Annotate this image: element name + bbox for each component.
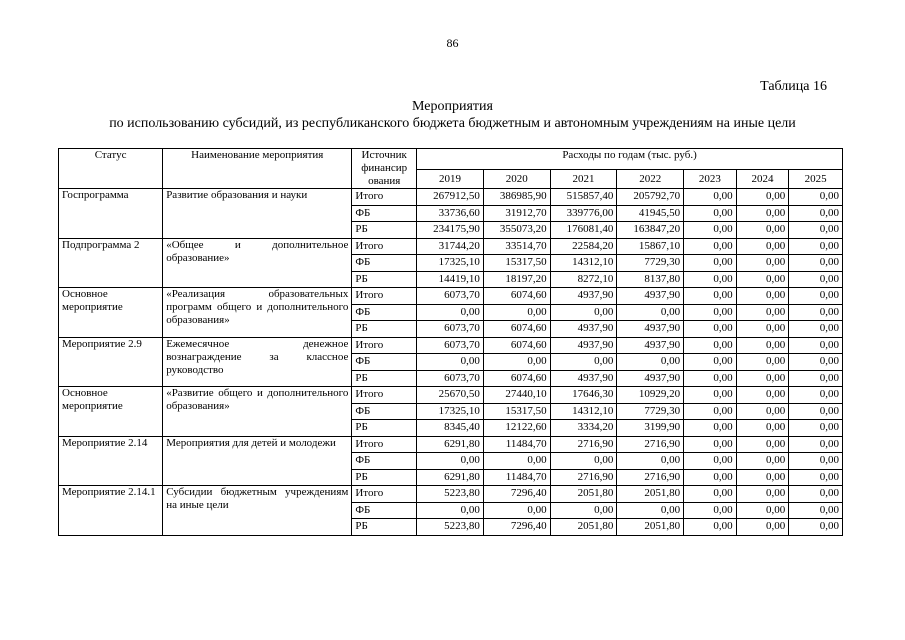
source-cell: РБ bbox=[352, 222, 417, 239]
value-cell: 0,00 bbox=[684, 387, 737, 404]
value-cell: 0,00 bbox=[617, 304, 684, 321]
value-cell: 0,00 bbox=[617, 453, 684, 470]
value-cell: 0,00 bbox=[550, 304, 617, 321]
value-cell: 0,00 bbox=[736, 519, 789, 536]
value-cell: 0,00 bbox=[483, 453, 550, 470]
value-cell: 7296,40 bbox=[483, 519, 550, 536]
value-cell: 0,00 bbox=[684, 469, 737, 486]
value-cell: 0,00 bbox=[736, 453, 789, 470]
value-cell: 205792,70 bbox=[617, 189, 684, 206]
value-cell: 2051,80 bbox=[550, 486, 617, 503]
value-cell: 4937,90 bbox=[550, 288, 617, 305]
value-cell: 8345,40 bbox=[417, 420, 484, 437]
value-cell: 0,00 bbox=[736, 321, 789, 338]
value-cell: 0,00 bbox=[736, 502, 789, 519]
value-cell: 0,00 bbox=[789, 222, 843, 239]
value-cell: 33736,60 bbox=[417, 205, 484, 222]
value-cell: 0,00 bbox=[736, 238, 789, 255]
value-cell: 10929,20 bbox=[617, 387, 684, 404]
value-cell: 2716,90 bbox=[617, 469, 684, 486]
value-cell: 6073,70 bbox=[417, 337, 484, 354]
value-cell: 0,00 bbox=[417, 304, 484, 321]
value-cell: 0,00 bbox=[684, 420, 737, 437]
value-cell: 6074,60 bbox=[483, 370, 550, 387]
value-cell: 0,00 bbox=[789, 255, 843, 272]
value-cell: 0,00 bbox=[789, 486, 843, 503]
value-cell: 0,00 bbox=[789, 370, 843, 387]
value-cell: 339776,00 bbox=[550, 205, 617, 222]
measure-name-cell: «Реализация образовательных программ общего и дополнительного образования» bbox=[163, 288, 352, 338]
source-cell: РБ bbox=[352, 271, 417, 288]
value-cell: 5223,80 bbox=[417, 519, 484, 536]
value-cell: 0,00 bbox=[736, 403, 789, 420]
value-cell: 7729,30 bbox=[617, 403, 684, 420]
measure-name-cell: Субсидии бюджетным учреждениям на иные цели bbox=[163, 486, 352, 536]
status-cell: Мероприятие 2.14.1 bbox=[59, 486, 163, 536]
value-cell: 0,00 bbox=[789, 321, 843, 338]
value-cell: 0,00 bbox=[483, 304, 550, 321]
value-cell: 163847,20 bbox=[617, 222, 684, 239]
value-cell: 0,00 bbox=[789, 238, 843, 255]
value-cell: 0,00 bbox=[789, 403, 843, 420]
source-cell: Итого bbox=[352, 337, 417, 354]
value-cell: 0,00 bbox=[550, 354, 617, 371]
value-cell: 0,00 bbox=[684, 288, 737, 305]
value-cell: 15317,50 bbox=[483, 403, 550, 420]
value-cell: 15317,50 bbox=[483, 255, 550, 272]
value-cell: 234175,90 bbox=[417, 222, 484, 239]
value-cell: 4937,90 bbox=[617, 337, 684, 354]
value-cell: 2716,90 bbox=[550, 436, 617, 453]
header-name: Наименование мероприятия bbox=[163, 149, 352, 189]
value-cell: 0,00 bbox=[736, 469, 789, 486]
value-cell: 0,00 bbox=[684, 304, 737, 321]
value-cell: 0,00 bbox=[736, 354, 789, 371]
value-cell: 0,00 bbox=[684, 255, 737, 272]
value-cell: 0,00 bbox=[550, 502, 617, 519]
header-year: 2022 bbox=[617, 170, 684, 189]
table-label: Таблица 16 bbox=[760, 79, 827, 94]
header-year: 2023 bbox=[684, 170, 737, 189]
source-cell: РБ bbox=[352, 519, 417, 536]
source-cell: Итого bbox=[352, 387, 417, 404]
table-row bbox=[59, 288, 843, 305]
value-cell: 0,00 bbox=[736, 255, 789, 272]
value-cell: 6291,80 bbox=[417, 436, 484, 453]
value-cell: 0,00 bbox=[684, 436, 737, 453]
value-cell: 4937,90 bbox=[550, 337, 617, 354]
header-year: 2020 bbox=[483, 170, 550, 189]
value-cell: 355073,20 bbox=[483, 222, 550, 239]
measure-name-cell: Ежемесячное денежное вознаграждение за классное руководство bbox=[163, 337, 352, 387]
page-number: 86 bbox=[446, 36, 459, 50]
source-cell: РБ bbox=[352, 321, 417, 338]
value-cell: 25670,50 bbox=[417, 387, 484, 404]
value-cell: 0,00 bbox=[736, 222, 789, 239]
table-title bbox=[0, 98, 905, 132]
value-cell: 0,00 bbox=[550, 453, 617, 470]
value-cell: 17325,10 bbox=[417, 255, 484, 272]
value-cell: 14312,10 bbox=[550, 403, 617, 420]
value-cell: 0,00 bbox=[736, 189, 789, 206]
value-cell: 0,00 bbox=[789, 354, 843, 371]
source-cell: РБ bbox=[352, 370, 417, 387]
value-cell: 27440,10 bbox=[483, 387, 550, 404]
value-cell: 0,00 bbox=[684, 354, 737, 371]
value-cell: 0,00 bbox=[789, 436, 843, 453]
value-cell: 4937,90 bbox=[617, 370, 684, 387]
value-cell: 2051,80 bbox=[617, 486, 684, 503]
value-cell: 6074,60 bbox=[483, 321, 550, 338]
source-cell: Итого bbox=[352, 288, 417, 305]
value-cell: 6074,60 bbox=[483, 337, 550, 354]
source-cell: ФБ bbox=[352, 502, 417, 519]
value-cell: 7296,40 bbox=[483, 486, 550, 503]
value-cell: 0,00 bbox=[789, 453, 843, 470]
value-cell: 386985,90 bbox=[483, 189, 550, 206]
value-cell: 0,00 bbox=[684, 519, 737, 536]
header-year: 2019 bbox=[417, 170, 484, 189]
value-cell: 6073,70 bbox=[417, 370, 484, 387]
value-cell: 6291,80 bbox=[417, 469, 484, 486]
subsidies-table bbox=[58, 148, 843, 536]
value-cell: 4937,90 bbox=[617, 321, 684, 338]
value-cell: 8137,80 bbox=[617, 271, 684, 288]
source-cell: Итого bbox=[352, 486, 417, 503]
value-cell: 176081,40 bbox=[550, 222, 617, 239]
source-cell: ФБ bbox=[352, 403, 417, 420]
value-cell: 31744,20 bbox=[417, 238, 484, 255]
table-row bbox=[59, 436, 843, 453]
source-cell: РБ bbox=[352, 469, 417, 486]
value-cell: 17325,10 bbox=[417, 403, 484, 420]
source-cell: ФБ bbox=[352, 255, 417, 272]
header-year: 2025 bbox=[789, 170, 843, 189]
value-cell: 0,00 bbox=[684, 189, 737, 206]
value-cell: 8272,10 bbox=[550, 271, 617, 288]
value-cell: 6073,70 bbox=[417, 288, 484, 305]
value-cell: 0,00 bbox=[684, 453, 737, 470]
header-year: 2021 bbox=[550, 170, 617, 189]
value-cell: 0,00 bbox=[789, 502, 843, 519]
value-cell: 0,00 bbox=[736, 205, 789, 222]
value-cell: 22584,20 bbox=[550, 238, 617, 255]
value-cell: 0,00 bbox=[789, 189, 843, 206]
value-cell: 0,00 bbox=[736, 271, 789, 288]
value-cell: 0,00 bbox=[684, 238, 737, 255]
table-row bbox=[59, 337, 843, 354]
value-cell: 0,00 bbox=[789, 519, 843, 536]
table-row bbox=[59, 486, 843, 503]
value-cell: 4937,90 bbox=[550, 370, 617, 387]
value-cell: 0,00 bbox=[483, 502, 550, 519]
table-row bbox=[59, 238, 843, 255]
source-cell: ФБ bbox=[352, 304, 417, 321]
value-cell: 0,00 bbox=[789, 337, 843, 354]
measure-name-cell: Развитие образования и науки bbox=[163, 189, 352, 239]
value-cell: 2051,80 bbox=[550, 519, 617, 536]
value-cell: 4937,90 bbox=[550, 321, 617, 338]
value-cell: 0,00 bbox=[789, 288, 843, 305]
value-cell: 2716,90 bbox=[550, 469, 617, 486]
value-cell: 4937,90 bbox=[617, 288, 684, 305]
value-cell: 0,00 bbox=[684, 403, 737, 420]
value-cell: 0,00 bbox=[736, 337, 789, 354]
status-cell: Мероприятие 2.9 bbox=[59, 337, 163, 387]
source-cell: Итого bbox=[352, 436, 417, 453]
value-cell: 0,00 bbox=[789, 304, 843, 321]
source-cell: Итого bbox=[352, 189, 417, 206]
status-cell: Подпрограмма 2 bbox=[59, 238, 163, 288]
value-cell: 6074,60 bbox=[483, 288, 550, 305]
value-cell: 0,00 bbox=[684, 370, 737, 387]
value-cell: 2051,80 bbox=[617, 519, 684, 536]
status-cell: Основное мероприятие bbox=[59, 288, 163, 338]
source-cell: ФБ bbox=[352, 205, 417, 222]
value-cell: 0,00 bbox=[684, 502, 737, 519]
header-source: Источник финансир ования bbox=[352, 149, 417, 189]
value-cell: 0,00 bbox=[789, 271, 843, 288]
value-cell: 6073,70 bbox=[417, 321, 484, 338]
status-cell: Мероприятие 2.14 bbox=[59, 436, 163, 486]
value-cell: 0,00 bbox=[684, 222, 737, 239]
title-line-2: по использованию субсидий, из республиканского бюджета бюджетным и автономным учреждениям на иные цели bbox=[109, 116, 796, 131]
value-cell: 0,00 bbox=[736, 288, 789, 305]
status-cell: Госпрограмма bbox=[59, 189, 163, 239]
value-cell: 33514,70 bbox=[483, 238, 550, 255]
value-cell: 2716,90 bbox=[617, 436, 684, 453]
value-cell: 0,00 bbox=[684, 271, 737, 288]
header-status: Статус bbox=[59, 149, 163, 189]
value-cell: 267912,50 bbox=[417, 189, 484, 206]
value-cell: 515857,40 bbox=[550, 189, 617, 206]
value-cell: 0,00 bbox=[736, 420, 789, 437]
value-cell: 14419,10 bbox=[417, 271, 484, 288]
source-cell: ФБ bbox=[352, 354, 417, 371]
value-cell: 0,00 bbox=[736, 436, 789, 453]
measure-name-cell: «Общее и дополнительное образование» bbox=[163, 238, 352, 288]
value-cell: 0,00 bbox=[617, 354, 684, 371]
value-cell: 0,00 bbox=[789, 420, 843, 437]
value-cell: 41945,50 bbox=[617, 205, 684, 222]
value-cell: 0,00 bbox=[417, 453, 484, 470]
status-cell: Основное мероприятие bbox=[59, 387, 163, 437]
source-cell: Итого bbox=[352, 238, 417, 255]
value-cell: 0,00 bbox=[684, 486, 737, 503]
value-cell: 0,00 bbox=[789, 469, 843, 486]
header-expenses: Расходы по годам (тыс. руб.) bbox=[417, 149, 843, 170]
value-cell: 0,00 bbox=[417, 354, 484, 371]
value-cell: 0,00 bbox=[684, 337, 737, 354]
table-body bbox=[59, 189, 843, 536]
value-cell: 14312,10 bbox=[550, 255, 617, 272]
value-cell: 0,00 bbox=[736, 486, 789, 503]
value-cell: 31912,70 bbox=[483, 205, 550, 222]
value-cell: 3199,90 bbox=[617, 420, 684, 437]
value-cell: 0,00 bbox=[417, 502, 484, 519]
value-cell: 11484,70 bbox=[483, 436, 550, 453]
source-cell: РБ bbox=[352, 420, 417, 437]
source-cell: ФБ bbox=[352, 453, 417, 470]
value-cell: 5223,80 bbox=[417, 486, 484, 503]
value-cell: 12122,60 bbox=[483, 420, 550, 437]
value-cell: 0,00 bbox=[736, 304, 789, 321]
value-cell: 17646,30 bbox=[550, 387, 617, 404]
table-row bbox=[59, 189, 843, 206]
value-cell: 0,00 bbox=[483, 354, 550, 371]
measure-name-cell: Мероприятия для детей и молодежи bbox=[163, 436, 352, 486]
value-cell: 0,00 bbox=[684, 321, 737, 338]
value-cell: 0,00 bbox=[617, 502, 684, 519]
value-cell: 0,00 bbox=[736, 370, 789, 387]
value-cell: 0,00 bbox=[736, 387, 789, 404]
value-cell: 0,00 bbox=[684, 205, 737, 222]
title-line-1: Мероприятия bbox=[412, 99, 493, 114]
value-cell: 11484,70 bbox=[483, 469, 550, 486]
value-cell: 15867,10 bbox=[617, 238, 684, 255]
value-cell: 3334,20 bbox=[550, 420, 617, 437]
measure-name-cell: «Развитие общего и дополнительного образования» bbox=[163, 387, 352, 437]
header-year: 2024 bbox=[736, 170, 789, 189]
value-cell: 18197,20 bbox=[483, 271, 550, 288]
table-row bbox=[59, 387, 843, 404]
value-cell: 0,00 bbox=[789, 205, 843, 222]
value-cell: 0,00 bbox=[789, 387, 843, 404]
value-cell: 7729,30 bbox=[617, 255, 684, 272]
